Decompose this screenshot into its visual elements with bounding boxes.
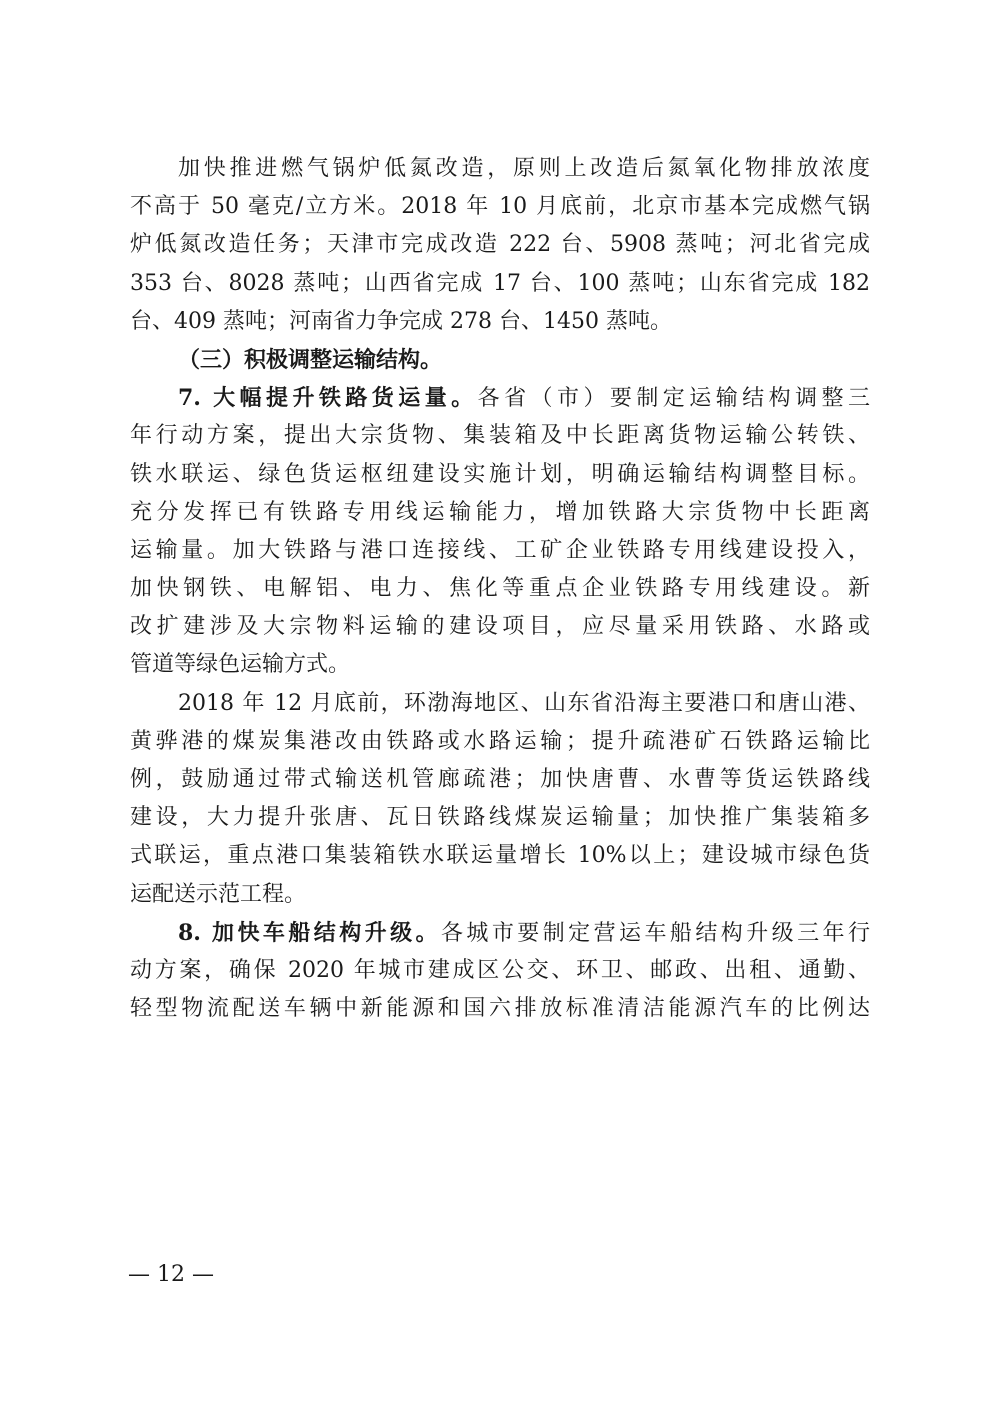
text-line: 铁水联运、绿色货运枢纽建设实施计划，明确运输结构调整目标。 [130,461,870,487]
item-title: 7. 大幅提升铁路货运量。 [178,385,478,412]
text-line: 例，鼓励通过带式输送机管廊疏港；加快唐曹、水曹等货运铁路线 [130,767,870,792]
text-line [130,379,870,417]
paragraph [130,685,870,914]
text-span: 各城市要制定营运车船结构升级三年行 [441,920,870,946]
document-body [130,150,870,1028]
section-heading: （三）积极调整运输结构。 [178,346,443,373]
text-line: 353 台、8028 蒸吨；山西省完成 17 台、100 蒸吨；山东省完成 182 [130,270,870,296]
text-line: 管道等绿色运输方式。 [130,652,351,678]
text-line: 不高于 50 毫克/立方米。2018 年 10 月底前，北京市基本完成燃气锅 [130,194,870,220]
text-line: 建设，大力提升张唐、瓦日铁路线煤炭运输量；加快推广集装箱多 [130,805,870,831]
page-number: — 12 — [128,1262,214,1287]
text-line [130,914,870,952]
text-line: 黄骅港的煤炭集港改由铁路或水路运输；提升疏港矿石铁路运输比 [130,728,870,754]
text-line: 动方案，确保 2020 年城市建成区公交、环卫、邮政、出租、通勤、 [130,957,870,983]
text-line: 加快推进燃气锅炉低氮改造，原则上改造后氮氧化物排放浓度 [178,156,870,181]
text-line: 运输量。加大铁路与港口连接线、工矿企业铁路专用线建设投入， [130,537,870,563]
text-line: 2018 年 12 月底前，环渤海地区、山东省沿海主要港口和唐山港、 [178,690,870,716]
item-title: 8. 加快车船结构升级。 [178,919,441,946]
text-line: 运配送示范工程。 [130,881,307,907]
text-line: 炉低氮改造任务；天津市完成改造 222 台、5908 蒸吨；河北省完成 [130,232,870,258]
paragraph [130,379,870,685]
text-line: 台、409 蒸吨；河南省力争完成 278 台、1450 蒸吨。 [130,308,672,334]
paragraph [130,150,870,341]
text-line: 改扩建涉及大宗物料运输的建设项目，应尽量采用铁路、水路或 [130,614,870,640]
text-line: 充分发挥已有铁路专用线运输能力，增加铁路大宗货物中长距离 [130,499,870,525]
text-line: 年行动方案，提出大宗货物、集装箱及中长距离货物运输公转铁、 [130,423,870,449]
text-line: 轻型物流配送车辆中新能源和国六排放标准清洁能源汽车的比例达 [130,996,870,1022]
text-line: 加快钢铁、电解铝、电力、焦化等重点企业铁路专用线建设。新 [130,576,870,602]
text-line: 式联运，重点港口集装箱铁水联运量增长 10%以上；建设城市绿色货 [130,843,870,869]
paragraph [130,914,870,1029]
text-span: 各省（市）要制定运输结构调整三 [477,386,870,412]
